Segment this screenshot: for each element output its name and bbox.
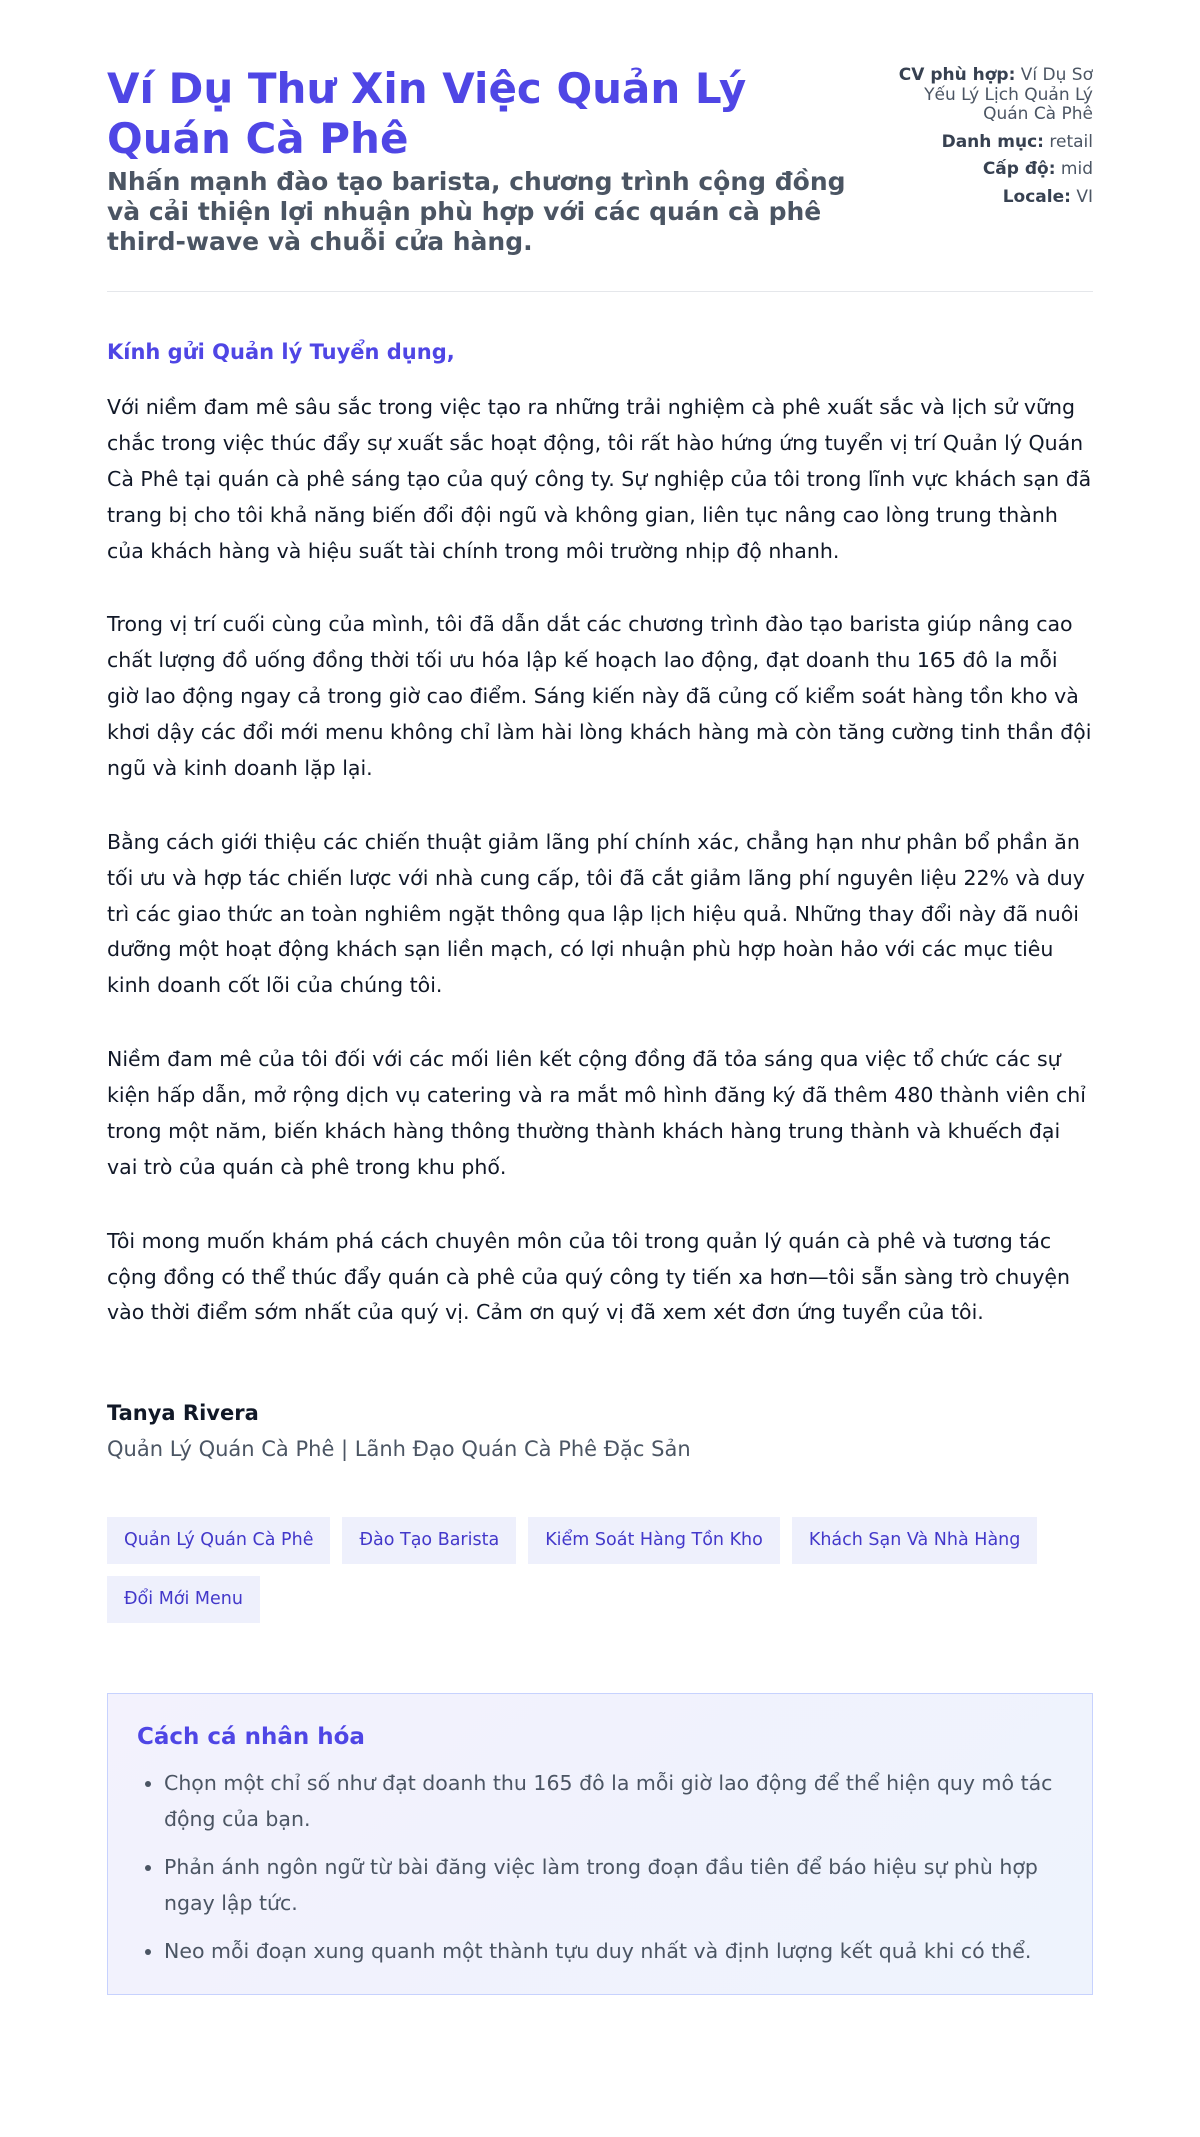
meta-locale-label: Locale:	[1002, 186, 1071, 207]
salutation: Kính gửi Quản lý Tuyển dụng,	[107, 340, 455, 365]
page-title: Ví Dụ Thư Xin Việc Quản Lý Quán Cà Phê	[107, 64, 747, 163]
signature-title: Quản Lý Quán Cà Phê | Lãnh Đạo Quán Cà Phê Đặc Sản	[107, 1437, 691, 1462]
meta-locale	[893, 188, 1093, 208]
letter-paragraph: Với niềm đam mê sâu sắc trong việc tạo ra những trải nghiệm cà phê xuất sắc và lịch sử vững chắc trong việc thúc đẩy sự xuất sắc hoạt động, tôi rất hào hứng ứng tuyển vị trí Quản lý Quán Cà Phê tại quán cà phê sáng tạo của quý công ty. Sự nghiệp của tôi trong lĩnh vực khách sạn đã trang bị cho tôi khả năng biến đổi đội ngũ và không gian, liên tục nâng cao lòng trung thành của khách hàng và hiệu suất tài chính trong môi trường nhịp độ nhanh.	[107, 395, 1092, 563]
letter-paragraph: Tôi mong muốn khám phá cách chuyên môn của tôi trong quản lý quán cà phê và tương tác cộng đồng có thể thúc đẩy quán cà phê của quý công ty tiến xa hơn—tôi sẵn sàng trò chuyện vào thời điểm sớm nhất của quý vị. Cảm ơn quý vị đã xem xét đơn ứng tuyển của tôi.	[107, 1228, 1070, 1325]
meta-panel	[893, 64, 1093, 209]
signature-name: Tanya Rivera	[107, 1401, 259, 1426]
meta-cv-label: CV phù hợp:	[898, 65, 1016, 85]
tips-list	[137, 1766, 1062, 1969]
skill-tags	[107, 1517, 1093, 1623]
header-left	[107, 64, 877, 257]
meta-level-label: Cấp độ:	[982, 159, 1056, 180]
letter-paragraph: Bằng cách giới thiệu các chiến thuật giảm lãng phí chính xác, chẳng hạn như phân bổ phần ăn tối ưu và hợp tác chiến lược với nhà cung cấp, tôi đã cắt giảm lãng phí nguyên liệu 22% và duy trì các giao thức an toàn nghiêm ngặt thông qua lập lịch hiệu quả. Những thay đổi này đã nuôi dưỡng một hoạt động khách sạn liền mạch, có lợi nhuận phù hợp hoàn hảo với các mục tiêu kinh doanh cốt lõi của chúng tôi.	[107, 829, 1085, 998]
tip-item: • Neo mỗi đoạn xung quanh một thành tựu duy nhất và định lượng kết quả khi có thể.	[164, 1934, 1062, 1970]
letter-paragraph: Trong vị trí cuối cùng của mình, tôi đã dẫn dắt các chương trình đào tạo barista giúp nâng cao chất lượng đồ uống đồng thời tối ưu hóa lập kế hoạch lao động, đạt doanh thu 165 đô la mỗi giờ lao động ngay cả trong giờ cao điểm. Sáng kiến này đã củng cố kiểm soát hàng tồn kho và khơi dậy các đổi mới menu không chỉ làm hài lòng khách hàng mà còn tăng cường tinh thần đội ngũ và kinh doanh lặp lại.	[107, 612, 1092, 780]
tips-title: Cách cá nhân hóa	[137, 1724, 365, 1751]
skill-tag: Kiểm Soát Hàng Tồn Kho	[528, 1517, 780, 1564]
tip-item: • Chọn một chỉ số như đạt doanh thu 165 đô la mỗi giờ lao động để thể hiện quy mô tác động của bạn.	[164, 1766, 1062, 1838]
page-header	[107, 64, 1093, 292]
page-subtitle: Nhấn mạnh đào tạo barista, chương trình cộng đồng và cải thiện lợi nhuận phù hợp với các quán cà phê third-wave và chuỗi cửa hàng.	[107, 167, 846, 257]
skill-tag: Đổi Mới Menu	[107, 1576, 260, 1623]
skill-tag: Quản Lý Quán Cà Phê	[107, 1517, 330, 1564]
meta-cv-value: Ví Dụ Sơ Yếu Lý Lịch Quản Lý Quán Cà Phê	[924, 65, 1093, 125]
meta-category-value: retail	[1049, 131, 1093, 152]
meta-cv	[893, 66, 1093, 125]
skill-tag: Khách Sạn Và Nhà Hàng	[792, 1517, 1038, 1564]
meta-category-label: Danh mục:	[941, 131, 1044, 152]
personalization-tips	[107, 1693, 1093, 1994]
letter-body	[107, 340, 1093, 1331]
meta-level	[893, 160, 1093, 180]
letter-paragraph: Niềm đam mê của tôi đối với các mối liên kết cộng đồng đã tỏa sáng qua việc tổ chức các sự kiện hấp dẫn, mở rộng dịch vụ catering và ra mắt mô hình đăng ký đã thêm 480 thành viên chỉ trong một năm, biến khách hàng thông thường thành khách hàng trung thành và khuếch đại vai trò của quán cà phê trong khu phố.	[107, 1047, 1086, 1179]
meta-level-value: mid	[1060, 159, 1093, 180]
tip-item: • Phản ánh ngôn ngữ từ bài đăng việc làm trong đoạn đầu tiên để báo hiệu sự phù hợp ngay lập tức.	[164, 1850, 1062, 1922]
meta-category	[893, 133, 1093, 153]
meta-locale-value: VI	[1076, 186, 1093, 207]
skill-tag: Đào Tạo Barista	[342, 1517, 516, 1564]
signature	[107, 1401, 1093, 1461]
